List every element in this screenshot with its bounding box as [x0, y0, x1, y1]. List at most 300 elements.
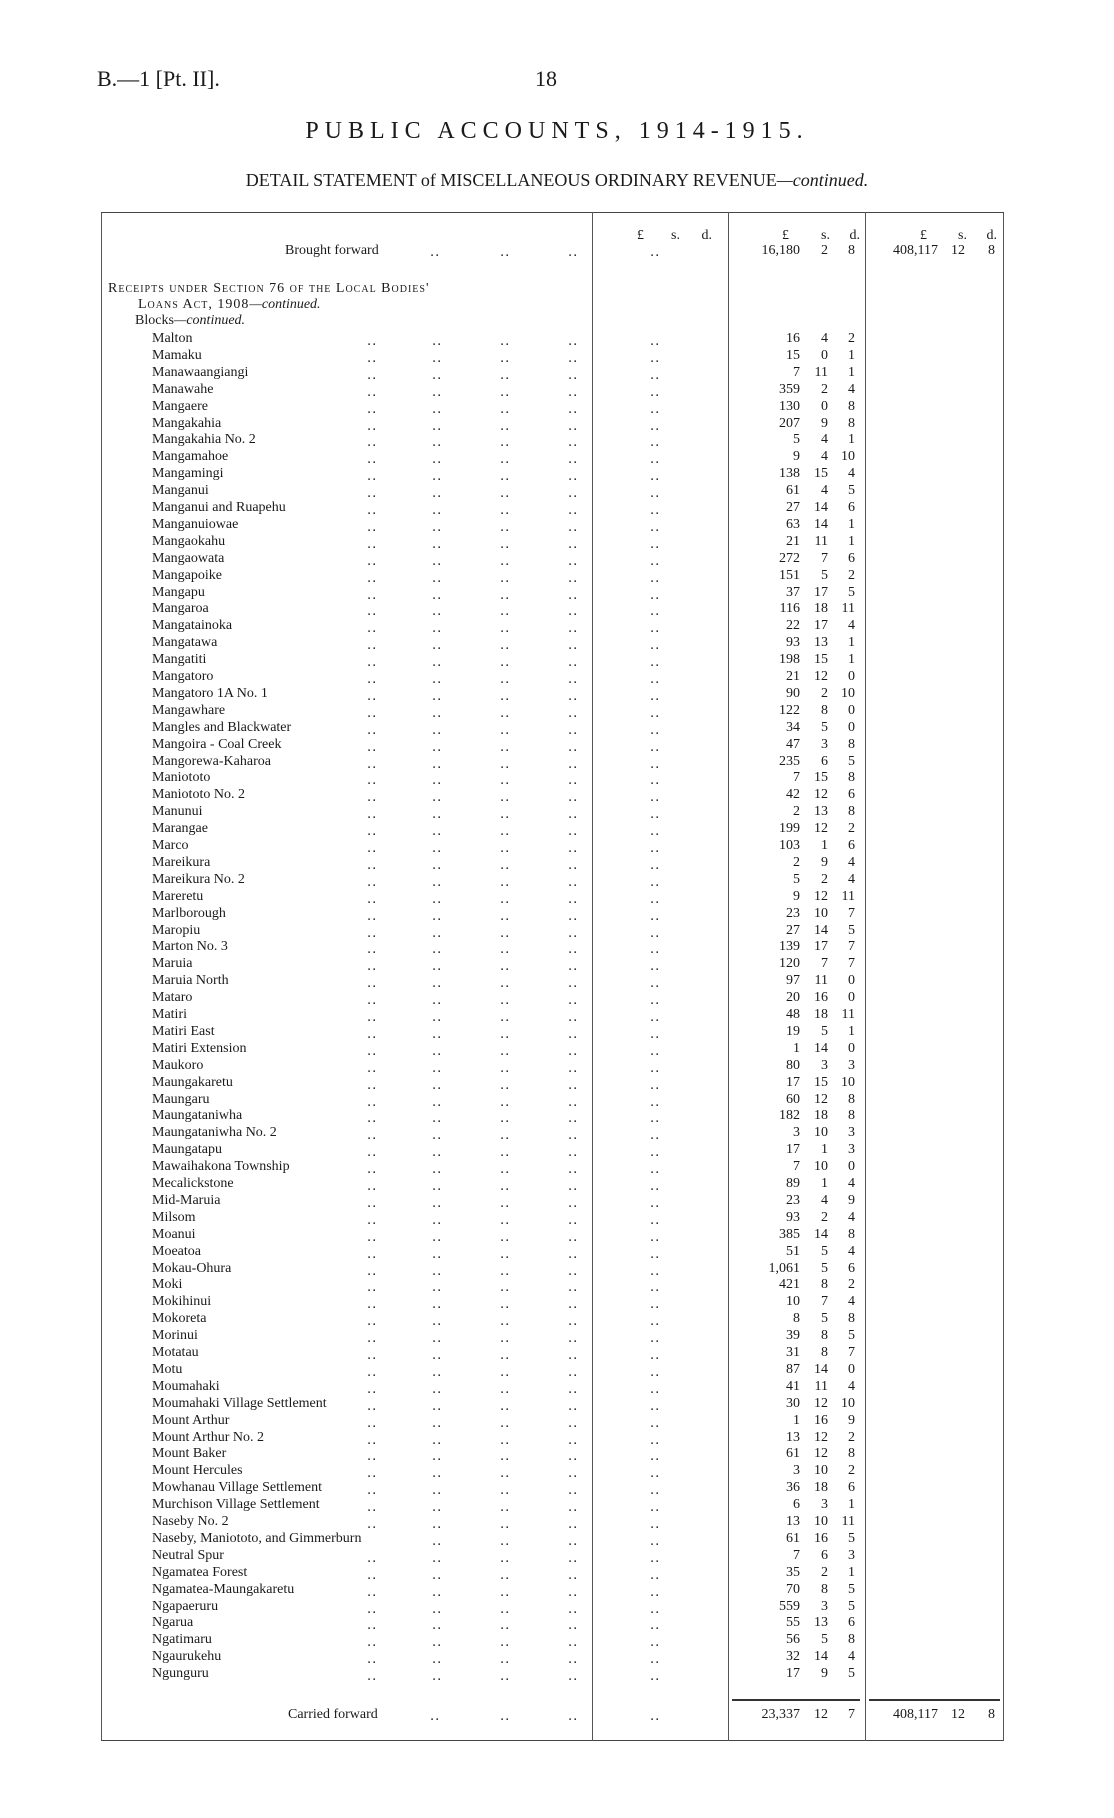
- leader-dots: ..: [367, 1432, 378, 1448]
- leader-dots: ..: [568, 638, 579, 654]
- block-name: Milsom: [152, 1209, 196, 1225]
- pence-value: 4: [848, 1378, 855, 1394]
- block-name: Moumahaki: [152, 1378, 220, 1394]
- leader-dots: ..: [568, 1195, 579, 1211]
- pounds-value: 7: [793, 1159, 800, 1175]
- block-name: Mangorewa-Kaharoa: [152, 753, 271, 769]
- leader-dots: ..: [650, 587, 661, 603]
- leader-dots: ..: [367, 587, 378, 603]
- shillings-value: 0: [821, 398, 828, 414]
- leader-dots: ..: [432, 1449, 443, 1465]
- leader-dots: ..: [500, 570, 511, 586]
- pounds-value: 272: [779, 550, 800, 566]
- leader-dots: ..: [432, 773, 443, 789]
- leader-dots: ..: [367, 621, 378, 637]
- leader-dots: ..: [500, 1010, 511, 1025]
- pounds-value: 3: [793, 1125, 800, 1141]
- leader-dots: ..: [500, 1145, 511, 1161]
- shillings-value: 17: [814, 584, 828, 600]
- block-name: Naseby No. 2: [152, 1514, 229, 1529]
- shillings-value: 14: [814, 1040, 828, 1056]
- shillings-value: 15: [814, 770, 828, 786]
- shillings-value: 16: [814, 990, 828, 1006]
- leader-dots: ..: [500, 1415, 511, 1431]
- leader-dots: ..: [500, 1179, 511, 1194]
- leader-dots: ..: [650, 1567, 661, 1583]
- leader-dots: ..: [432, 1043, 443, 1059]
- block-name: Maropiu: [152, 922, 201, 938]
- pence-value: 6: [848, 787, 855, 803]
- leader-dots: ..: [367, 1550, 378, 1566]
- leader-dots: ..: [432, 1297, 443, 1313]
- leader-dots: ..: [367, 469, 378, 485]
- leader-dots: ..: [367, 452, 378, 468]
- leader-dots: ..: [500, 401, 511, 417]
- leader-dots: ..: [500, 739, 511, 755]
- pounds-value: 2: [793, 854, 800, 870]
- pence-value: 3: [848, 1057, 855, 1073]
- shillings-value: 7: [821, 956, 828, 972]
- leader-dots: ..: [568, 1415, 579, 1431]
- leader-dots: ..: [367, 1162, 378, 1178]
- pounds-value: 41: [786, 1378, 800, 1394]
- leader-dots: ..: [500, 925, 511, 941]
- leader-dots: ..: [432, 1314, 443, 1330]
- shillings-value: 12: [814, 1707, 828, 1722]
- block-name: Maruia: [152, 956, 193, 972]
- leader-dots: ..: [568, 1584, 579, 1600]
- block-name: Maruia North: [152, 973, 229, 989]
- leader-dots: ..: [432, 824, 443, 840]
- leader-dots: ..: [367, 418, 378, 434]
- shillings-value: 12: [814, 888, 828, 904]
- shillings-value: 10: [814, 1125, 828, 1141]
- shillings-value: 14: [814, 1649, 828, 1665]
- pence-value: 2: [848, 1463, 855, 1479]
- pounds-value: 30: [786, 1395, 800, 1411]
- shillings-header: s.: [821, 228, 830, 243]
- shillings-value: 12: [814, 821, 828, 837]
- leader-dots: ..: [568, 908, 579, 924]
- leader-dots: ..: [568, 1652, 579, 1668]
- leader-dots: ..: [500, 1195, 511, 1211]
- pounds-value: 1: [793, 1040, 800, 1056]
- pounds-value: 39: [786, 1328, 800, 1344]
- pounds-value: 122: [779, 702, 800, 718]
- pounds-value: 61: [786, 483, 800, 499]
- pence-value: 7: [848, 1707, 855, 1722]
- leader-dots: ..: [650, 1229, 661, 1245]
- leader-dots: ..: [432, 993, 443, 1009]
- pence-value: 11: [841, 1514, 855, 1529]
- block-name: Ngamatea-Maungakaretu: [152, 1581, 295, 1597]
- block-name: Ngaurukehu: [152, 1649, 222, 1665]
- leader-dots: ..: [432, 891, 443, 907]
- leader-dots: ..: [432, 705, 443, 721]
- pence-value: 4: [848, 1649, 855, 1665]
- pence-value: 0: [848, 702, 855, 718]
- pence-value: 4: [848, 1294, 855, 1310]
- leader-dots: ..: [650, 452, 661, 468]
- pence-value: 4: [848, 1243, 855, 1259]
- leader-dots: ..: [367, 553, 378, 569]
- leader-dots: ..: [500, 604, 511, 620]
- leader-dots: ..: [432, 1060, 443, 1076]
- pounds-value: 198: [779, 652, 800, 668]
- leader-dots: ..: [367, 925, 378, 941]
- leader-dots: ..: [568, 1517, 579, 1532]
- pence-header: d.: [701, 228, 712, 243]
- leader-dots: ..: [432, 1601, 443, 1617]
- leader-dots: ..: [500, 891, 511, 907]
- shillings-value: 8: [821, 702, 828, 718]
- pence-value: 2: [848, 821, 855, 837]
- leader-dots: ..: [568, 1533, 579, 1549]
- leader-dots: ..: [500, 1280, 511, 1296]
- leader-dots: ..: [568, 1567, 579, 1583]
- leader-dots: ..: [432, 925, 443, 941]
- leader-dots: ..: [367, 570, 378, 586]
- pence-value: 10: [841, 1074, 855, 1090]
- pounds-value: 61: [786, 1530, 800, 1546]
- pence-value: 4: [848, 381, 855, 397]
- leader-dots: ..: [500, 519, 511, 535]
- leader-dots: ..: [367, 1381, 378, 1397]
- leader-dots: ..: [432, 1195, 443, 1211]
- leader-dots: ..: [432, 1246, 443, 1262]
- pounds-value: 5: [793, 871, 800, 887]
- pounds-value: 116: [779, 601, 800, 617]
- leader-dots: ..: [568, 1229, 579, 1245]
- leader-dots: ..: [500, 638, 511, 654]
- leader-dots: ..: [568, 891, 579, 907]
- leader-dots: ..: [568, 367, 579, 383]
- shillings-value: 9: [821, 1666, 828, 1682]
- leader-dots: ..: [650, 334, 661, 349]
- leader-dots: ..: [568, 503, 579, 518]
- pence-value: 2: [848, 331, 855, 346]
- leader-dots: ..: [568, 418, 579, 434]
- pounds-value: 36: [786, 1480, 800, 1496]
- pence-value: 4: [848, 1209, 855, 1225]
- subtitle-text: DETAIL STATEMENT of MISCELLANEOUS ORDINARY REVENUE: [245, 170, 777, 190]
- block-name: Maungataniwha: [152, 1108, 243, 1124]
- pence-value: 2: [848, 1429, 855, 1445]
- pounds-value: 35: [786, 1564, 800, 1580]
- block-name: Manganuiowae: [152, 516, 239, 532]
- shillings-header: s.: [671, 228, 680, 243]
- pence-value: 1: [848, 635, 855, 651]
- page-title: PUBLIC ACCOUNTS, 1914-1915.: [305, 118, 809, 144]
- leader-dots: ..: [650, 1517, 661, 1532]
- leader-dots: ..: [367, 1466, 378, 1482]
- leader-dots: ..: [650, 1195, 661, 1211]
- pence-value: 8: [848, 243, 855, 258]
- leader-dots: ..: [432, 621, 443, 637]
- leader-dots: ..: [568, 1060, 579, 1076]
- leader-dots: ..: [568, 1179, 579, 1194]
- pounds-value: 31: [786, 1345, 800, 1360]
- leader-dots: ..: [500, 1432, 511, 1448]
- leader-dots: ..: [568, 1364, 579, 1380]
- leader-dots: ..: [650, 1060, 661, 1076]
- block-name: Maungataniwha No. 2: [152, 1125, 277, 1141]
- shillings-value: 3: [821, 1598, 828, 1614]
- pence-value: 4: [848, 871, 855, 887]
- leader-dots: ..: [568, 553, 579, 569]
- leader-dots: ..: [500, 1584, 511, 1600]
- leader-dots: ..: [500, 1263, 511, 1279]
- leader-dots: ..: [367, 1618, 378, 1634]
- leader-dots: ..: [500, 672, 511, 687]
- leader-dots: ..: [650, 773, 661, 789]
- block-name: Maukoro: [152, 1057, 204, 1073]
- shillings-value: 2: [821, 381, 828, 397]
- shillings-value: 9: [821, 854, 828, 870]
- shillings-value: 8: [821, 1345, 828, 1360]
- shillings-value: 4: [821, 432, 828, 448]
- pounds-value: 15: [786, 347, 800, 363]
- pounds-value: 16: [786, 331, 800, 346]
- continued-suffix: —continued.: [173, 313, 246, 328]
- block-name: Matiri East: [152, 1023, 215, 1039]
- leader-dots: ..: [500, 993, 511, 1009]
- leader-dots: ..: [500, 1500, 511, 1516]
- leader-dots: ..: [650, 1449, 661, 1465]
- leader-dots: ..: [367, 1179, 378, 1194]
- leader-dots: ..: [650, 908, 661, 924]
- leader-dots: ..: [568, 756, 579, 772]
- pounds-value: 47: [786, 736, 800, 752]
- leader-dots: ..: [568, 705, 579, 721]
- shillings-value: 14: [814, 922, 828, 938]
- pounds-value: 207: [779, 415, 800, 431]
- leader-dots: ..: [432, 452, 443, 468]
- leader-dots: ..: [650, 722, 661, 738]
- pence-value: 8: [848, 1108, 855, 1124]
- leader-dots: ..: [432, 604, 443, 620]
- leader-dots: ..: [432, 756, 443, 772]
- leader-dots: ..: [650, 367, 661, 383]
- leader-dots: ..: [568, 452, 579, 468]
- pence-header: d.: [849, 228, 860, 243]
- shillings-value: 11: [814, 364, 828, 380]
- block-name: Mangles and Blackwater: [152, 719, 292, 735]
- leader-dots: ..: [432, 1669, 443, 1685]
- pence-value: 1: [848, 516, 855, 532]
- leader-dots: ..: [650, 841, 661, 856]
- block-name: Mount Arthur No. 2: [152, 1429, 264, 1445]
- pence-value: 5: [848, 1581, 855, 1597]
- leader-dots: ..: [650, 1314, 661, 1330]
- leader-dots: ..: [432, 1094, 443, 1110]
- pence-value: 6: [848, 1260, 855, 1276]
- leader-dots: ..: [432, 1229, 443, 1245]
- leader-dots: ..: [430, 245, 441, 260]
- leader-dots: ..: [367, 1212, 378, 1228]
- pounds-value: 51: [786, 1243, 800, 1259]
- shillings-value: 12: [814, 1429, 828, 1445]
- leader-dots: ..: [432, 1381, 443, 1397]
- block-name: Ngunguru: [152, 1666, 209, 1682]
- leader-dots: ..: [367, 1145, 378, 1161]
- leader-dots: ..: [500, 1669, 511, 1685]
- pence-value: 1: [848, 1497, 855, 1513]
- block-name: Mangatiti: [152, 652, 207, 668]
- block-name: Maungaru: [152, 1091, 210, 1107]
- leader-dots: ..: [432, 841, 443, 856]
- leader-dots: ..: [367, 604, 378, 620]
- pence-value: 10: [841, 685, 855, 701]
- block-name: Mangaokahu: [152, 533, 226, 549]
- leader-dots: ..: [650, 1601, 661, 1617]
- leader-dots: ..: [432, 587, 443, 603]
- leader-dots: ..: [432, 1263, 443, 1279]
- block-name: Mangoira - Coal Creek: [152, 736, 282, 752]
- leader-dots: ..: [500, 756, 511, 772]
- pounds-value: 87: [786, 1361, 800, 1377]
- leader-dots: ..: [367, 1026, 378, 1042]
- leader-dots: ..: [432, 672, 443, 687]
- leader-dots: ..: [650, 1111, 661, 1127]
- leader-dots: ..: [432, 503, 443, 518]
- leader-dots: ..: [568, 1331, 579, 1347]
- block-name: Murchison Village Settlement: [152, 1497, 320, 1513]
- shillings-value: 15: [814, 466, 828, 482]
- leader-dots: ..: [432, 334, 443, 349]
- leader-dots: ..: [500, 807, 511, 823]
- shillings-value: 4: [821, 331, 828, 346]
- block-name: Mataro: [152, 990, 193, 1006]
- pence-value: 4: [848, 854, 855, 870]
- leader-dots: ..: [432, 1077, 443, 1093]
- pounds-value: 90: [786, 685, 800, 701]
- leader-dots: ..: [568, 1381, 579, 1397]
- pounds-value: 56: [786, 1632, 800, 1648]
- shillings-value: 14: [814, 1361, 828, 1377]
- leader-dots: ..: [650, 1179, 661, 1194]
- leader-dots: ..: [367, 1263, 378, 1279]
- leader-dots: ..: [650, 503, 661, 518]
- leader-dots: ..: [432, 1652, 443, 1668]
- shillings-value: 11: [814, 1378, 828, 1394]
- block-name: Mangatawa: [152, 635, 218, 651]
- block-name: Mareikura: [152, 854, 211, 870]
- leader-dots: ..: [367, 891, 378, 907]
- shillings-value: 3: [821, 1497, 828, 1513]
- leader-dots: ..: [568, 1500, 579, 1516]
- pence-value: 5: [848, 1328, 855, 1344]
- shillings-value: 18: [814, 1108, 828, 1124]
- pounds-value: 3: [793, 1463, 800, 1479]
- leader-dots: ..: [568, 655, 579, 671]
- leader-dots: ..: [500, 1398, 511, 1414]
- pence-value: 7: [848, 1345, 855, 1360]
- leader-dots: ..: [650, 1652, 661, 1668]
- leader-dots: ..: [367, 1195, 378, 1211]
- leader-dots: ..: [568, 1280, 579, 1296]
- column-divider: [592, 212, 593, 1741]
- leader-dots: ..: [500, 367, 511, 383]
- leader-dots: ..: [650, 1026, 661, 1042]
- leader-dots: ..: [650, 384, 661, 400]
- leader-dots: ..: [367, 1415, 378, 1431]
- leader-dots: ..: [432, 367, 443, 383]
- document-reference: B.—1 [Pt. II].: [97, 66, 220, 91]
- leader-dots: ..: [500, 1618, 511, 1634]
- pounds-value: 16,180: [761, 243, 800, 258]
- leader-dots: ..: [568, 959, 579, 975]
- leader-dots: ..: [650, 1280, 661, 1296]
- pence-value: 8: [848, 770, 855, 786]
- leader-dots: ..: [432, 1584, 443, 1600]
- pence-value: 5: [848, 483, 855, 499]
- leader-dots: ..: [432, 874, 443, 890]
- leader-dots: ..: [650, 486, 661, 502]
- leader-dots: ..: [650, 638, 661, 654]
- pounds-value: 80: [786, 1057, 800, 1073]
- pence-value: 9: [848, 1192, 855, 1208]
- leader-dots: ..: [650, 705, 661, 721]
- leader-dots: ..: [650, 655, 661, 671]
- leader-dots: ..: [367, 1280, 378, 1296]
- leader-dots: ..: [432, 1364, 443, 1380]
- shillings-value: 8: [821, 1581, 828, 1597]
- pence-value: 1: [848, 364, 855, 380]
- pence-value: 11: [841, 888, 855, 904]
- leader-dots: ..: [367, 1246, 378, 1262]
- pence-value: 4: [848, 618, 855, 634]
- pence-value: 5: [848, 1598, 855, 1614]
- leader-dots: ..: [650, 1500, 661, 1516]
- shillings-value: 4: [821, 483, 828, 499]
- pounds-value: 17: [786, 1666, 800, 1682]
- pounds-value: 97: [786, 973, 800, 989]
- pounds-value: 37: [786, 584, 800, 600]
- pence-value: 6: [848, 550, 855, 566]
- shillings-value: 18: [814, 601, 828, 617]
- leader-dots: ..: [367, 1449, 378, 1465]
- block-name: Matiri: [152, 1007, 187, 1022]
- leader-dots: ..: [500, 976, 511, 992]
- leader-dots: ..: [650, 891, 661, 907]
- pounds-value: 23,337: [761, 1707, 800, 1722]
- block-name: Mecalickstone: [152, 1176, 234, 1191]
- leader-dots: ..: [500, 1709, 511, 1724]
- leader-dots: ..: [432, 401, 443, 417]
- pence-value: 7: [848, 956, 855, 972]
- block-name: Ngapaeruru: [152, 1598, 219, 1614]
- pence-value: 8: [848, 1632, 855, 1648]
- section-heading-cont: [138, 297, 321, 313]
- page-number: 18: [535, 66, 557, 91]
- pounds-value: 103: [779, 838, 800, 853]
- shillings-value: 5: [821, 1023, 828, 1039]
- pounds-value: 1: [793, 1412, 800, 1428]
- shillings-value: 5: [821, 719, 828, 735]
- leader-dots: ..: [367, 1398, 378, 1414]
- leader-dots: ..: [650, 401, 661, 417]
- subtitle-suffix: —continued.: [776, 170, 869, 190]
- shillings-value: 1: [821, 1142, 828, 1158]
- leader-dots: ..: [500, 469, 511, 485]
- pence-value: 4: [848, 1176, 855, 1191]
- leader-dots: ..: [432, 655, 443, 671]
- leader-dots: ..: [568, 536, 579, 552]
- shillings-value: 8: [821, 1328, 828, 1344]
- leader-dots: ..: [650, 469, 661, 485]
- leader-dots: ..: [650, 925, 661, 941]
